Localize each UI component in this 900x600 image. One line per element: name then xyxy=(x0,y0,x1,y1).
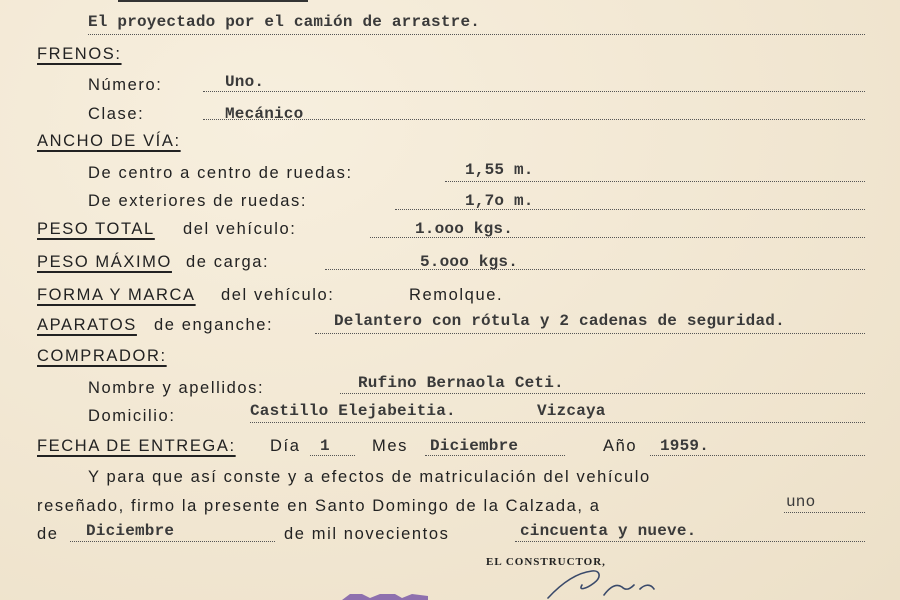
dotted-line xyxy=(70,541,275,542)
peso-maximo-value: 5.ooo kgs. xyxy=(420,253,519,271)
dotted-line xyxy=(784,512,865,513)
ancho-exteriores-value: 1,7o m. xyxy=(465,192,534,210)
ancho-heading: ANCHO DE VÍA: xyxy=(37,132,181,150)
dotted-line xyxy=(650,455,865,456)
dotted-line xyxy=(445,181,865,182)
peso-maximo-heading: PESO MÁXIMO xyxy=(37,253,172,271)
peso-total-label: del vehículo: xyxy=(183,220,297,238)
purple-stamp xyxy=(340,592,430,600)
closing-day-value: uno xyxy=(786,493,816,511)
ancho-centro-label: De centro a centro de ruedas: xyxy=(88,164,353,182)
closing-line-3-mid: de mil novecientos xyxy=(284,525,450,543)
fecha-dia-value: 1 xyxy=(320,437,330,455)
comprador-domicilio-value: Castillo Elejabeitia. xyxy=(250,402,456,420)
aparatos-value: Delantero con rótula y 2 cadenas de seguridad. xyxy=(334,312,785,330)
frenos-heading: FRENOS: xyxy=(37,45,122,63)
dotted-line xyxy=(340,393,865,394)
fecha-ano-value: 1959. xyxy=(660,437,710,455)
dotted-line xyxy=(395,209,865,210)
fecha-dia-label: Día xyxy=(270,437,301,455)
trailer-brake-note: El proyectado por el camión de arrastre. xyxy=(88,13,481,31)
comprador-nombre-value: Rufino Bernaola Ceti. xyxy=(358,374,564,392)
constructor-label: EL CONSTRUCTOR, xyxy=(486,556,606,568)
dotted-line xyxy=(370,237,865,238)
aparatos-label: de enganche: xyxy=(154,316,274,334)
top-rule xyxy=(118,0,308,2)
peso-maximo-label: de carga: xyxy=(186,253,270,271)
forma-value: Remolque. xyxy=(409,286,504,304)
fecha-mes-value: Diciembre xyxy=(430,437,519,455)
dotted-line xyxy=(203,91,865,92)
frenos-clase-label: Clase: xyxy=(88,105,145,123)
dotted-line xyxy=(425,455,565,456)
closing-line-1: Y para que así conste y a efectos de matriculación del vehículo xyxy=(88,468,651,486)
dotted-line xyxy=(315,333,865,334)
closing-month-value: Diciembre xyxy=(86,522,175,540)
forma-heading: FORMA Y MARCA xyxy=(37,286,196,304)
frenos-clase-value: Mecánico xyxy=(225,105,304,123)
dotted-line xyxy=(203,119,865,120)
closing-year-value: cincuenta y nueve. xyxy=(520,522,697,540)
comprador-domicilio-region: Vizcaya xyxy=(537,402,606,420)
comprador-domicilio-label: Domicilio: xyxy=(88,407,176,425)
ancho-centro-value: 1,55 m. xyxy=(465,161,534,179)
ancho-exteriores-label: De exteriores de ruedas: xyxy=(88,192,308,210)
frenos-numero-value: Uno. xyxy=(225,73,265,91)
closing-line-3-start: de xyxy=(37,525,59,543)
peso-total-value: 1.ooo kgs. xyxy=(415,220,514,238)
dotted-line xyxy=(310,455,355,456)
dotted-line xyxy=(325,269,865,270)
fecha-mes-label: Mes xyxy=(372,437,408,455)
frenos-numero-label: Número: xyxy=(88,76,163,94)
dotted-line xyxy=(88,34,865,35)
handwritten-signature xyxy=(530,565,670,600)
dotted-line xyxy=(250,422,865,423)
comprador-nombre-label: Nombre y apellidos: xyxy=(88,379,265,397)
forma-label: del vehículo: xyxy=(221,286,335,304)
fecha-heading: FECHA DE ENTREGA: xyxy=(37,437,236,455)
dotted-line xyxy=(515,541,865,542)
comprador-heading: COMPRADOR: xyxy=(37,347,167,365)
fecha-ano-label: Año xyxy=(603,437,638,455)
closing-line-2: reseñado, firmo la presente en Santo Domingo de la Calzada, a xyxy=(37,497,601,515)
peso-total-heading: PESO TOTAL xyxy=(37,220,155,238)
aparatos-heading: APARATOS xyxy=(37,316,137,334)
